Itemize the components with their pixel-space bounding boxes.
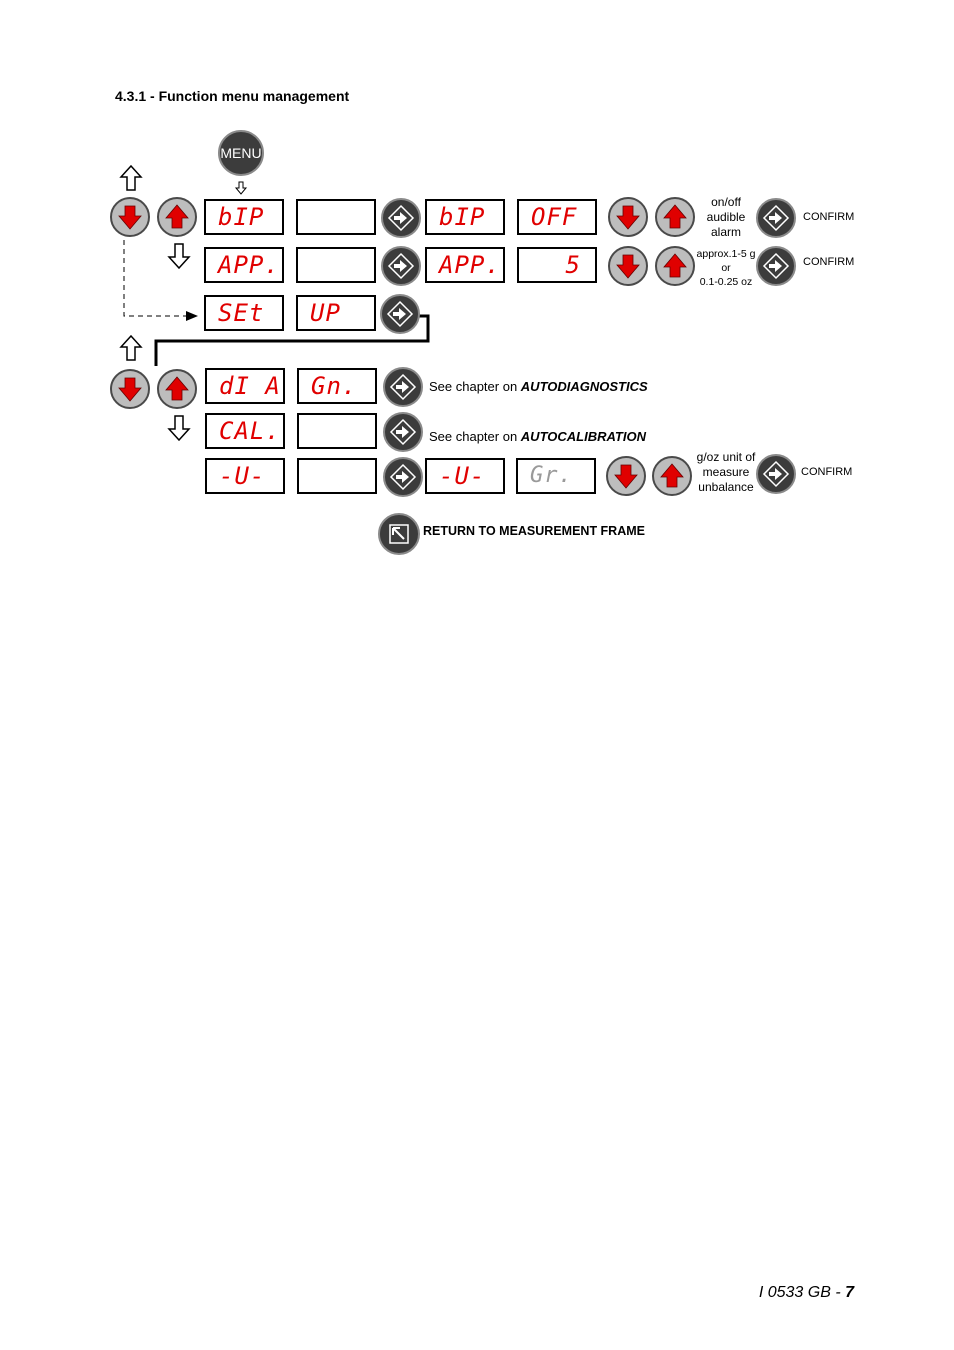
display-blank: [297, 458, 377, 494]
display-blank: [296, 247, 376, 283]
enter-button[interactable]: [383, 367, 423, 407]
red-down-arrow-icon: [610, 248, 646, 284]
dia-note: See chapter on AUTODIAGNOSTICS: [429, 379, 648, 394]
display-bip-value: bIP: [425, 199, 505, 235]
red-up-arrow-icon: [159, 371, 195, 407]
up-button[interactable]: [655, 197, 695, 237]
nav-up-outline-icon: [119, 334, 143, 362]
red-up-arrow-icon: [159, 199, 195, 235]
bip-description: on/off audible alarm: [706, 195, 746, 239]
up-button[interactable]: [652, 456, 692, 496]
page-footer: I 0533 GB - 7: [758, 1284, 854, 1301]
enter-button[interactable]: [381, 198, 421, 238]
flow-connectors: [0, 0, 954, 600]
confirm-label: CONFIRM: [801, 466, 853, 478]
enter-arrow-icon: [382, 296, 418, 332]
red-down-arrow-icon: [608, 458, 644, 494]
confirm-button[interactable]: [756, 454, 796, 494]
red-up-arrow-icon: [654, 458, 690, 494]
enter-arrow-icon: [385, 459, 421, 495]
enter-arrow-icon: [758, 248, 794, 284]
red-down-arrow-icon: [112, 199, 148, 235]
enter-arrow-icon: [758, 200, 794, 236]
down-button[interactable]: [606, 456, 646, 496]
red-down-arrow-icon: [610, 199, 646, 235]
down-button[interactable]: [110, 197, 150, 237]
return-arrow-icon: [380, 515, 418, 553]
enter-arrow-icon: [383, 248, 419, 284]
red-up-arrow-icon: [657, 248, 693, 284]
display-blank: [297, 413, 377, 449]
up-button[interactable]: [157, 369, 197, 409]
display-unit: -U-: [205, 458, 285, 494]
enter-arrow-icon: [383, 200, 419, 236]
nav-up-outline-icon: [119, 164, 143, 192]
display-off: OFF: [517, 199, 597, 235]
section-title: 4.3.1 - Function menu management: [115, 88, 350, 104]
nav-down-outline-icon: [167, 242, 191, 270]
down-button[interactable]: [608, 246, 648, 286]
enter-button[interactable]: [383, 457, 423, 497]
up-button[interactable]: [655, 246, 695, 286]
display-app: APP.: [204, 247, 284, 283]
unit-description: g/oz unit of measure unbalance: [696, 450, 756, 494]
red-down-arrow-icon: [112, 371, 148, 407]
display-blank: [296, 199, 376, 235]
display-bip: bIP: [204, 199, 284, 235]
enter-button[interactable]: [383, 412, 423, 452]
enter-arrow-icon: [758, 456, 794, 492]
confirm-button[interactable]: [756, 198, 796, 238]
down-button[interactable]: [608, 197, 648, 237]
display-gr: Gr.: [516, 458, 596, 494]
app-description: approx.1-5 g or 0.1-0.25 oz: [696, 248, 756, 288]
up-button[interactable]: [157, 197, 197, 237]
red-up-arrow-icon: [657, 199, 693, 235]
enter-button[interactable]: [381, 246, 421, 286]
display-unit-value: -U-: [425, 458, 505, 494]
confirm-button[interactable]: [756, 246, 796, 286]
return-button[interactable]: [378, 513, 420, 555]
display-cal: CAL.: [205, 413, 285, 449]
display-app-value: APP.: [425, 247, 505, 283]
confirm-label: CONFIRM: [803, 256, 855, 268]
enter-arrow-icon: [385, 414, 421, 450]
enter-arrow-icon: [385, 369, 421, 405]
display-up: UP: [296, 295, 376, 331]
display-5: 5: [517, 247, 597, 283]
confirm-label: CONFIRM: [803, 211, 855, 223]
nav-down-outline-icon: [167, 414, 191, 442]
cal-note: See chapter on AUTOCALIBRATION: [429, 429, 646, 444]
display-set: SEt: [204, 295, 284, 331]
enter-button[interactable]: [380, 294, 420, 334]
display-gn: Gn.: [297, 368, 377, 404]
menu-button[interactable]: MENU: [218, 130, 264, 176]
down-button[interactable]: [110, 369, 150, 409]
display-dia: dI A: [205, 368, 285, 404]
return-label: RETURN TO MEASUREMENT FRAME: [423, 524, 645, 538]
